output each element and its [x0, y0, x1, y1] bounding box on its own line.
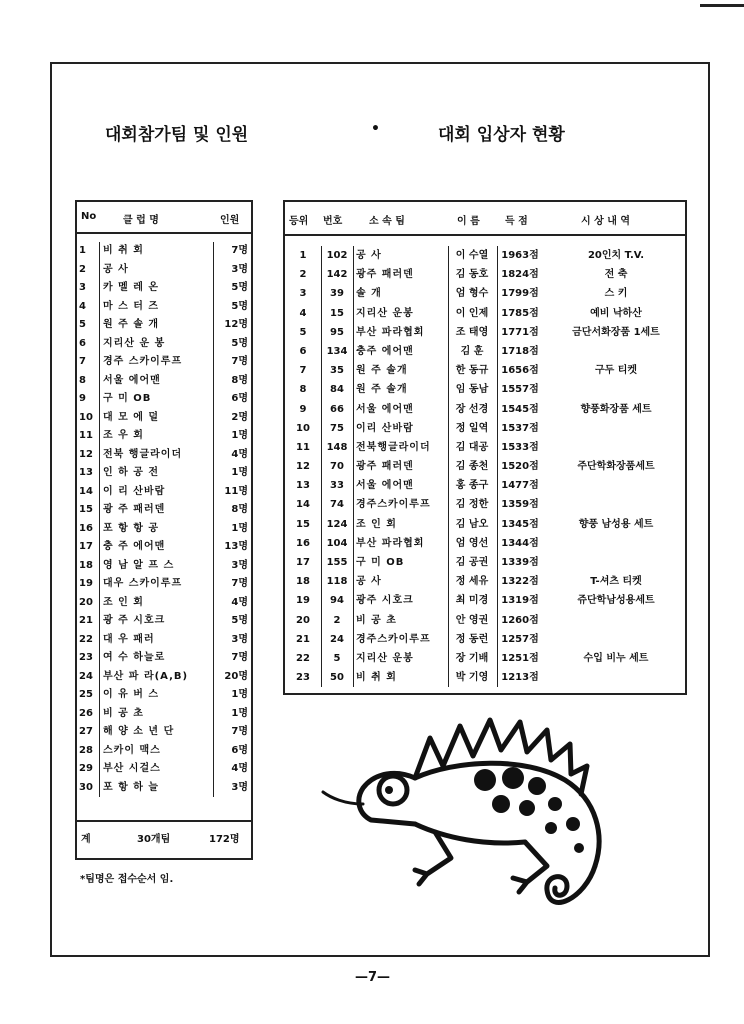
participant-table-header: [77, 202, 251, 234]
winner-rank: 15: [296, 518, 310, 530]
winner-name: 김 남오: [448, 515, 495, 534]
winner-club: 광주 패러덴: [353, 457, 448, 476]
participant-club: 전북 행글라이더: [99, 446, 215, 465]
winner-row: [285, 457, 685, 476]
winner-lane: 24: [321, 630, 352, 649]
participant-club: 공 사: [99, 261, 215, 280]
winner-score: 1213점: [497, 668, 542, 687]
winner-club: 비 공 초: [353, 611, 448, 630]
participant-club: 이 유 버 스: [99, 686, 215, 705]
winner-score: 1344점: [497, 534, 542, 553]
winner-rank: 9: [299, 403, 307, 415]
winner-row: [285, 304, 685, 323]
participant-no: 20: [79, 596, 93, 608]
participant-count: 7명: [213, 723, 251, 742]
winner-lane: 95: [321, 323, 352, 342]
winner-rank: 20: [296, 614, 310, 626]
participant-club: 포 항 항 공: [99, 520, 215, 539]
participant-no: 3: [79, 282, 86, 293]
winner-score: 1322점: [497, 572, 542, 591]
winner-club: 경주스카이루프: [353, 630, 448, 649]
footnote: *팀명은 접수순서 임.: [80, 874, 174, 885]
winner-name: 최 미경: [448, 591, 495, 610]
participant-count: 8명: [213, 372, 251, 391]
winner-lane: 50: [321, 668, 352, 687]
participant-club: 여 수 하늘로: [99, 649, 215, 668]
winner-score: 1319점: [497, 591, 542, 610]
header-club: 클 럽 명: [123, 215, 159, 226]
participant-row: [77, 557, 251, 576]
participant-count: 20명: [213, 668, 251, 687]
participant-row: [77, 501, 251, 520]
chameleon-illustration: [315, 708, 675, 958]
winner-score: 1824점: [497, 265, 542, 284]
participant-row: [77, 575, 251, 594]
participant-no: 28: [79, 744, 93, 756]
winner-name: 정 동런: [448, 630, 495, 649]
participant-club: 스카이 맥스: [99, 742, 215, 761]
participant-club: 대우 스카이루프: [99, 575, 215, 594]
participant-no: 13: [79, 467, 93, 478]
winner-lane: 15: [321, 304, 352, 323]
winner-score: 1533점: [497, 438, 542, 457]
participant-club: 영 남 알 프 스: [99, 557, 215, 576]
winner-prize: 주단학화장품세트: [577, 461, 655, 473]
winner-rank: 11: [296, 441, 310, 453]
winner-club: 솔 개: [353, 284, 448, 303]
winners-rows: [285, 246, 685, 687]
participant-club: 경주 스카이루프: [99, 353, 215, 372]
participant-no: 12: [79, 448, 93, 460]
header-score: 득 점: [505, 216, 528, 227]
participant-no: 19: [79, 578, 93, 589]
participant-row: [77, 279, 251, 298]
winner-row: [285, 380, 685, 399]
participant-count: 1명: [213, 686, 251, 705]
participant-count: 7명: [213, 353, 251, 372]
winner-name: 엄 영선: [448, 534, 495, 553]
participant-row: [77, 649, 251, 668]
winner-row: [285, 611, 685, 630]
participant-club: 대 모 에 덜: [99, 409, 215, 428]
total-count: 172명: [209, 834, 240, 845]
winner-name: 정 일역: [448, 419, 495, 438]
participant-row: [77, 668, 251, 687]
winner-score: 1785점: [497, 304, 542, 323]
winner-lane: 124: [321, 515, 352, 534]
participant-count: 2명: [213, 409, 251, 428]
winner-prize: 향풍화장품 세트: [580, 403, 652, 415]
participant-club: 해 양 소 년 단: [99, 723, 215, 742]
participant-row: [77, 372, 251, 391]
winner-rank: 14: [296, 499, 310, 511]
winner-score: 1260점: [497, 611, 542, 630]
winner-name: 김 종천: [448, 457, 495, 476]
participant-row: [77, 242, 251, 261]
winner-club: 서울 에어맨: [353, 400, 448, 419]
winner-club: 원 주 솔개: [353, 380, 448, 399]
participant-no: 24: [79, 670, 93, 682]
winner-rank: 16: [296, 537, 310, 549]
winner-name: 장 기배: [448, 649, 495, 668]
winner-rank: 17: [296, 557, 310, 568]
participant-count: 4명: [213, 446, 251, 465]
participant-club: 부산 파 라(A,B): [99, 668, 215, 687]
participant-table: [75, 200, 253, 860]
header-lane: 번호: [323, 216, 343, 227]
winner-prize: T-셔츠 티켓: [590, 576, 642, 588]
participant-count: 5명: [213, 298, 251, 317]
participant-row: [77, 742, 251, 761]
winner-club: 광주 시호크: [353, 591, 448, 610]
winner-score: 1339점: [497, 553, 542, 572]
winner-name: 홍 종구: [448, 476, 495, 495]
participant-row: [77, 464, 251, 483]
winner-score: 1799점: [497, 284, 542, 303]
winner-name: 임 동남: [448, 380, 495, 399]
participant-count: 13명: [213, 538, 251, 557]
winner-lane: 148: [321, 438, 352, 457]
winner-club: 공 사: [353, 572, 448, 591]
participant-club: 비 공 초: [99, 705, 215, 724]
participant-count: 1명: [213, 464, 251, 483]
participant-no: 14: [79, 485, 93, 497]
winner-row: [285, 284, 685, 303]
total-label: 계: [81, 834, 91, 845]
participant-count: 1명: [213, 705, 251, 724]
participant-no: 2: [79, 263, 86, 275]
participant-total-row: [77, 820, 251, 860]
winner-prize: 금단서화장품 1세트: [572, 326, 660, 338]
participant-row: [77, 316, 251, 335]
participant-club: 인 하 공 전: [99, 464, 215, 483]
winner-row: [285, 342, 685, 361]
participant-no: 9: [79, 393, 86, 404]
winner-rank: 19: [296, 595, 310, 607]
header-count: 인원: [220, 215, 240, 226]
participant-no: 25: [79, 689, 93, 700]
winners-table-header: [285, 202, 685, 236]
winner-row: [285, 572, 685, 591]
winner-name: 조 태영: [448, 323, 495, 342]
participant-no: 4: [79, 300, 86, 312]
participant-no: 8: [79, 374, 86, 386]
winner-name: 이 인제: [448, 304, 495, 323]
winner-name: 김 동호: [448, 265, 495, 284]
winner-row: [285, 630, 685, 649]
winner-lane: 84: [321, 380, 352, 399]
participant-row: [77, 353, 251, 372]
winner-prize: 20인치 T.V.: [587, 250, 645, 261]
winner-club: 원 주 솔개: [353, 361, 448, 380]
winner-rank: 3: [299, 288, 307, 300]
winner-score: 1537점: [497, 419, 542, 438]
winner-club: 공 사: [353, 246, 448, 265]
winner-rank: 1: [299, 250, 307, 261]
header-club: 소 속 팀: [369, 216, 405, 227]
winner-club: 광주 패러덴: [353, 265, 448, 284]
winner-row: [285, 323, 685, 342]
winner-lane: 35: [321, 361, 352, 380]
right-heading: 대회 입상자 현황: [438, 125, 565, 145]
winner-name: 엄 형수: [448, 284, 495, 303]
winner-rank: 5: [299, 326, 307, 338]
winner-club: 전북행글라이더: [353, 438, 448, 457]
participant-count: 5명: [213, 612, 251, 631]
winner-lane: 102: [321, 246, 352, 265]
winner-lane: 118: [321, 572, 352, 591]
winner-lane: 66: [321, 400, 352, 419]
winner-lane: 5: [321, 649, 352, 668]
winner-row: [285, 553, 685, 572]
participant-club: 충 주 에어맨: [99, 538, 215, 557]
participant-club: 마 스 터 즈: [99, 298, 215, 317]
winner-name: 김 정한: [448, 495, 495, 514]
participant-row: [77, 705, 251, 724]
participant-row: [77, 335, 251, 354]
winner-score: 1545점: [497, 400, 542, 419]
winner-rank: 23: [296, 672, 310, 684]
participant-row: [77, 298, 251, 317]
winner-row: [285, 495, 685, 514]
winner-club: 비 취 회: [353, 668, 448, 687]
winner-club: 지리산 운봉: [353, 304, 448, 323]
header-name: 이 름: [457, 216, 480, 227]
winner-name: 이 수열: [448, 246, 495, 265]
participant-count: 1명: [213, 427, 251, 446]
winner-club: 지리산 운봉: [353, 649, 448, 668]
winner-lane: 33: [321, 476, 352, 495]
winner-club: 경주스카이루프: [353, 495, 448, 514]
winner-score: 1557점: [497, 380, 542, 399]
winner-row: [285, 265, 685, 284]
winner-score: 1656점: [497, 361, 542, 380]
winner-name: 김 훈: [448, 342, 495, 361]
winner-lane: 142: [321, 265, 352, 284]
winner-row: [285, 419, 685, 438]
participant-no: 22: [79, 633, 93, 645]
participant-row: [77, 723, 251, 742]
winner-row: [285, 668, 685, 687]
participant-club: 부산 시걸스: [99, 760, 215, 779]
winner-club: 부산 파라협회: [353, 323, 448, 342]
winner-lane: 39: [321, 284, 352, 303]
winner-club: 구 미 OB: [353, 553, 448, 572]
participant-no: 30: [79, 781, 93, 793]
participant-count: 12명: [213, 316, 251, 335]
winner-score: 1251점: [497, 649, 542, 668]
winner-name: 박 기영: [448, 668, 495, 687]
participant-count: 6명: [213, 742, 251, 761]
participant-row: [77, 779, 251, 798]
participant-no: 5: [79, 319, 86, 330]
participant-count: 7명: [213, 242, 251, 261]
winner-rank: 12: [296, 461, 310, 473]
participant-count: 5명: [213, 335, 251, 354]
participant-no: 18: [79, 559, 93, 571]
winner-row: [285, 361, 685, 380]
participant-club: 지리산 운 봉: [99, 335, 215, 354]
winner-row: [285, 591, 685, 610]
participant-no: 1: [79, 245, 86, 256]
participant-count: 1명: [213, 520, 251, 539]
winner-rank: 7: [299, 365, 307, 377]
participant-count: 4명: [213, 760, 251, 779]
participant-no: 23: [79, 652, 93, 663]
winner-row: [285, 649, 685, 668]
winner-name: 김 공권: [448, 553, 495, 572]
winner-score: 1345점: [497, 515, 542, 534]
participant-club: 서울 에어맨: [99, 372, 215, 391]
participant-no: 17: [79, 541, 93, 552]
participant-row: [77, 760, 251, 779]
participant-row: [77, 612, 251, 631]
participant-club: 이 리 산바람: [99, 483, 215, 502]
participant-no: 26: [79, 707, 93, 719]
winner-lane: 134: [321, 342, 352, 361]
winner-club: 조 인 회: [353, 515, 448, 534]
winner-prize: 수입 비누 세트: [583, 652, 649, 664]
participant-count: 5명: [213, 279, 251, 298]
participant-count: 7명: [213, 575, 251, 594]
participant-club: 조 인 회: [99, 594, 215, 613]
winner-score: 1520점: [497, 457, 542, 476]
winner-club: 충주 에어맨: [353, 342, 448, 361]
winner-row: [285, 476, 685, 495]
participant-row: [77, 538, 251, 557]
participant-no: 27: [79, 726, 93, 737]
participant-no: 7: [79, 356, 86, 367]
participant-count: 3명: [213, 557, 251, 576]
winner-score: 1963점: [497, 246, 542, 265]
participant-row: [77, 686, 251, 705]
participant-club: 광 주 패러덴: [99, 501, 215, 520]
participant-count: 11명: [213, 483, 251, 502]
participant-club: 카 멜 레 온: [99, 279, 215, 298]
participant-club: 조 우 회: [99, 427, 215, 446]
participant-rows: [77, 242, 251, 797]
participant-count: 6명: [213, 390, 251, 409]
winner-score: 1771점: [497, 323, 542, 342]
winner-lane: 74: [321, 495, 352, 514]
header-no: No: [81, 211, 97, 222]
winner-name: 정 세유: [448, 572, 495, 591]
participant-count: 3명: [213, 631, 251, 650]
winner-prize: 향풍 남성용 세트: [578, 518, 654, 530]
participant-no: 16: [79, 522, 93, 534]
winner-rank: 2: [299, 269, 307, 281]
page-number: —7—: [355, 970, 391, 985]
participant-count: 3명: [213, 261, 251, 280]
participant-row: [77, 261, 251, 280]
winner-row: [285, 438, 685, 457]
participant-count: 3명: [213, 779, 251, 798]
winner-row: [285, 400, 685, 419]
participant-club: 대 우 패러: [99, 631, 215, 650]
left-heading: 대회참가팀 및 인원: [105, 125, 249, 145]
winner-score: 1718점: [497, 342, 542, 361]
winner-lane: 155: [321, 553, 352, 572]
winner-row: [285, 515, 685, 534]
participant-count: 7명: [213, 649, 251, 668]
winners-table: [283, 200, 687, 695]
winner-name: 김 대공: [448, 438, 495, 457]
winner-name: 장 선경: [448, 400, 495, 419]
participant-row: [77, 520, 251, 539]
participant-row: [77, 390, 251, 409]
winner-prize: 쥬단학남성용세트: [577, 595, 655, 607]
participant-club: 비 취 회: [99, 242, 215, 261]
header-rank: 등위: [289, 216, 309, 227]
winner-lane: 70: [321, 457, 352, 476]
winner-rank: 13: [296, 480, 310, 492]
top-edge-line: [700, 4, 744, 7]
winner-club: 서울 에어맨: [353, 476, 448, 495]
winner-score: 1477점: [497, 476, 542, 495]
winner-score: 1257점: [497, 630, 542, 649]
participant-club: 포 항 하 늘: [99, 779, 215, 798]
winner-rank: 10: [296, 422, 310, 434]
winner-rank: 21: [296, 633, 310, 645]
winner-club: 부산 파라협회: [353, 534, 448, 553]
winner-row: [285, 246, 685, 265]
participant-row: [77, 483, 251, 502]
participant-row: [77, 631, 251, 650]
winner-prize: 전 축: [604, 269, 628, 281]
participant-club: 구 미 OB: [99, 390, 215, 409]
total-clubs: 30개팀: [137, 834, 171, 845]
winner-lane: 75: [321, 419, 352, 438]
winner-lane: 104: [321, 534, 352, 553]
participant-no: 29: [79, 763, 93, 774]
winner-rank: 6: [299, 345, 307, 357]
winner-score: 1359점: [497, 495, 542, 514]
participant-row: [77, 446, 251, 465]
winner-club: 이리 산바람: [353, 419, 448, 438]
header-prize: 시 상 내 역: [581, 216, 631, 227]
winner-prize: 예비 낙하산: [590, 307, 642, 319]
bullet-mark: •: [371, 121, 380, 137]
participant-row: [77, 427, 251, 446]
participant-count: 4명: [213, 594, 251, 613]
winner-prize: 스 키: [604, 288, 628, 300]
winner-lane: 2: [321, 611, 352, 630]
participant-club: 광 주 시호크: [99, 612, 215, 631]
winner-prize: 구두 티켓: [594, 365, 638, 377]
winner-rank: 8: [299, 384, 307, 396]
participant-no: 21: [79, 615, 93, 626]
participant-no: 6: [79, 337, 86, 349]
winner-rank: 4: [299, 307, 307, 319]
winner-lane: 94: [321, 591, 352, 610]
participant-club: 원 주 솔 개: [99, 316, 215, 335]
participant-no: 10: [79, 411, 93, 423]
winner-row: [285, 534, 685, 553]
winner-name: 안 영권: [448, 611, 495, 630]
participant-count: 8명: [213, 501, 251, 520]
participant-row: [77, 409, 251, 428]
participant-row: [77, 594, 251, 613]
winner-name: 한 동규: [448, 361, 495, 380]
participant-no: 15: [79, 504, 93, 515]
winner-rank: 22: [296, 652, 310, 664]
participant-no: 11: [79, 430, 93, 441]
winner-rank: 18: [296, 576, 310, 588]
